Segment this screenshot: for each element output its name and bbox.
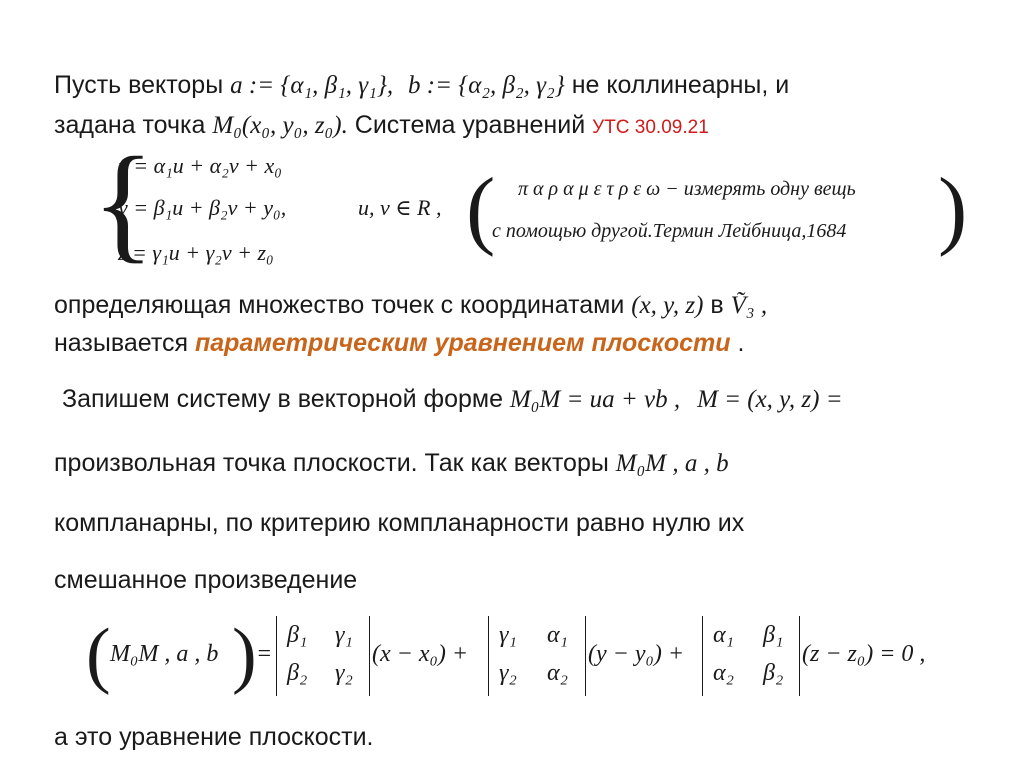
term-y: (y − y₀) +: [588, 641, 685, 667]
paragraph2-line2: [54, 328, 744, 358]
vector-a-definition: a := {α₁, β₁, γ₁},: [230, 72, 394, 99]
det1-a21: β₂: [287, 660, 308, 686]
point-m0: M₀(x₀, y₀, z₀).: [212, 112, 348, 139]
note-left-paren: (: [466, 161, 496, 258]
equals-sign: =: [256, 641, 273, 667]
determinant-1: [276, 616, 370, 696]
vector-b-definition: b := {α₂, β₂, γ₂}: [408, 72, 565, 99]
det1-a12: γ₁: [335, 622, 353, 648]
lhs-left-paren: (: [86, 614, 111, 696]
equation-system: [118, 148, 478, 278]
paragraph1-line1: [54, 70, 789, 101]
coordinates: (x, y, z): [631, 292, 704, 319]
vector-form: M₀M = ua + vb ,: [509, 386, 681, 413]
paragraph2-line1: [54, 290, 767, 321]
paragraph3-line4: смешанное произведение: [54, 566, 358, 594]
det1-a11: β₁: [287, 622, 308, 648]
determinant-2: [488, 616, 586, 696]
note-line1: π α ρ α μ ε τ ρ ε ω − измерять одну вещь: [518, 178, 856, 200]
text: называется: [54, 329, 195, 357]
note-right-paren: ): [938, 161, 968, 258]
text: не коллинеарны, и: [571, 71, 790, 99]
lhs-right-paren: ): [232, 614, 257, 696]
text: .: [737, 329, 745, 357]
text: задана точка: [54, 111, 213, 139]
paragraph3-line1: [62, 384, 843, 415]
term-x: (x − x₀) +: [372, 641, 469, 667]
equation-y: y = β₁u + β₂v + y₀,: [118, 195, 287, 220]
determinant-3: [702, 616, 800, 696]
text: произвольная точка плоскости. Так как векторы: [54, 449, 616, 477]
term-z: (z − z₀) = 0 ,: [802, 641, 926, 667]
text: Пусть векторы: [54, 71, 231, 99]
det2-a12: α₁: [547, 622, 568, 648]
det2-a11: γ₁: [499, 622, 517, 648]
highlighted-term: параметрическим уравнением плоскости: [195, 329, 731, 357]
det3-a12: β₁: [763, 622, 784, 648]
det2-a21: γ₂: [499, 660, 517, 686]
paragraph4: а это уравнение плоскости.: [54, 723, 374, 751]
paragraph3-line3: компланарны, по критерию компланарности равно нулю их: [54, 509, 745, 537]
text: Запишем систему в векторной форме: [62, 385, 510, 413]
date-note: УТС 30.09.21: [592, 117, 709, 138]
point-m: M = (x, y, z) =: [697, 386, 843, 413]
mixed-product: M₀M , a , b: [110, 641, 219, 667]
text: Система уравнений: [354, 111, 593, 139]
det1-a22: γ₂: [335, 660, 353, 686]
space-v3: Ṽ₃ ,: [730, 292, 768, 319]
det2-a22: α₂: [547, 660, 568, 686]
note-line2: с помощью другой.Термин Лейбница,1684: [492, 220, 847, 242]
det3-a11: α₁: [713, 622, 734, 648]
system-brace: {: [92, 131, 155, 275]
equation-z: z = γ₁u + γ₂v + z₀: [118, 240, 274, 265]
parameter-condition: u, v ∈ R ,: [358, 195, 442, 220]
paragraph3-line2: [54, 448, 729, 479]
det3-a22: β₂: [763, 660, 784, 686]
equation-x: x = α₁u + α₂v + x₀: [118, 153, 282, 178]
vector-list: M₀M , a , b: [615, 450, 729, 477]
text: в: [710, 291, 731, 319]
det3-a21: α₂: [713, 660, 734, 686]
text: определяющая множество точек с координатами: [54, 291, 632, 319]
